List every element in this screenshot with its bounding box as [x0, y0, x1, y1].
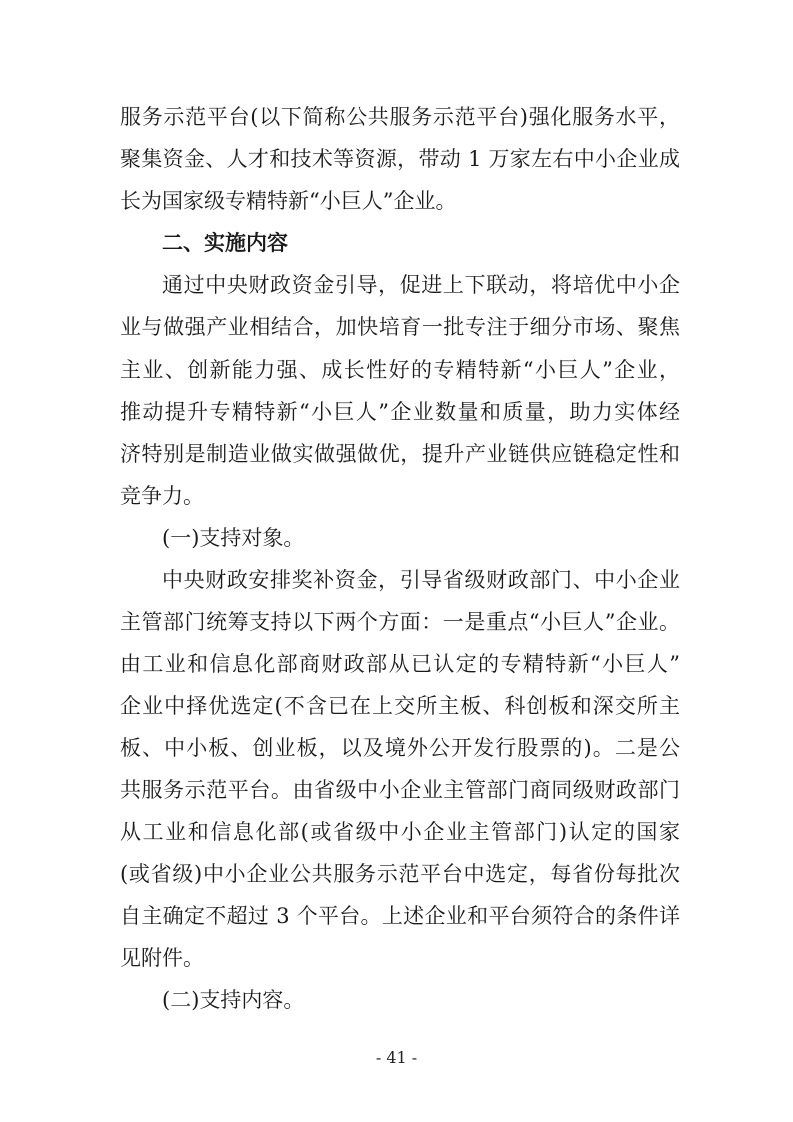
page-number: - 41 - [375, 1048, 418, 1067]
paragraph-line: 济特别是制造业做实做强做优，提升产业链供应链稳定性和 [120, 442, 680, 466]
subsection-heading: (二)支持内容。 [162, 988, 305, 1012]
paragraph-line: 主管部门统筹支持以下两个方面：一是重点“小巨人”企业。 [120, 610, 680, 634]
paragraph-line: 共服务示范平台。由省级中小企业主管部门商同级财政部门 [120, 778, 680, 802]
paragraph-line: 从工业和信息化部(或省级中小企业主管部门)认定的国家 [120, 820, 680, 844]
paragraph-line: 中央财政安排奖补资金，引导省级财政部门、中小企业 [162, 568, 680, 592]
intro-line: 长为国家级专精特新“小巨人”企业。 [120, 189, 457, 213]
paragraph-line: 自主确定不超过 3 个平台。上述企业和平台须符合的条件详 [120, 904, 680, 928]
intro-line: 聚集资金、人才和技术等资源，带动 1 万家左右中小企业成 [120, 147, 680, 171]
paragraph-line: 板、中小板、创业板，以及境外公开发行股票的)。二是公 [120, 736, 680, 760]
paragraph-line: 通过中央财政资金引导，促进上下联动，将培优中小企 [162, 273, 680, 297]
paragraph-line: 业与做强产业相结合，加快培育一批专注于细分市场、聚焦 [120, 315, 680, 339]
paragraph-line: (或省级)中小企业公共服务示范平台中选定，每省份每批次 [120, 862, 680, 886]
paragraph-line: 企业中择优选定(不含已在上交所主板、科创板和深交所主 [120, 694, 680, 718]
intro-line: 服务示范平台(以下简称公共服务示范平台)强化服务水平， [120, 105, 680, 129]
paragraph-line: 由工业和信息化部商财政部从已认定的专精特新“小巨人” [120, 652, 680, 676]
subsection-heading: (一)支持对象。 [162, 526, 305, 550]
section-heading: 二、实施内容 [162, 231, 288, 255]
paragraph-line: 竞争力。 [120, 484, 204, 508]
paragraph-line: 主业、创新能力强、成长性好的专精特新“小巨人”企业， [120, 358, 680, 382]
paragraph-line: 推动提升专精特新“小巨人”企业数量和质量，助力实体经 [120, 400, 680, 424]
paragraph-line: 见附件。 [120, 946, 204, 970]
